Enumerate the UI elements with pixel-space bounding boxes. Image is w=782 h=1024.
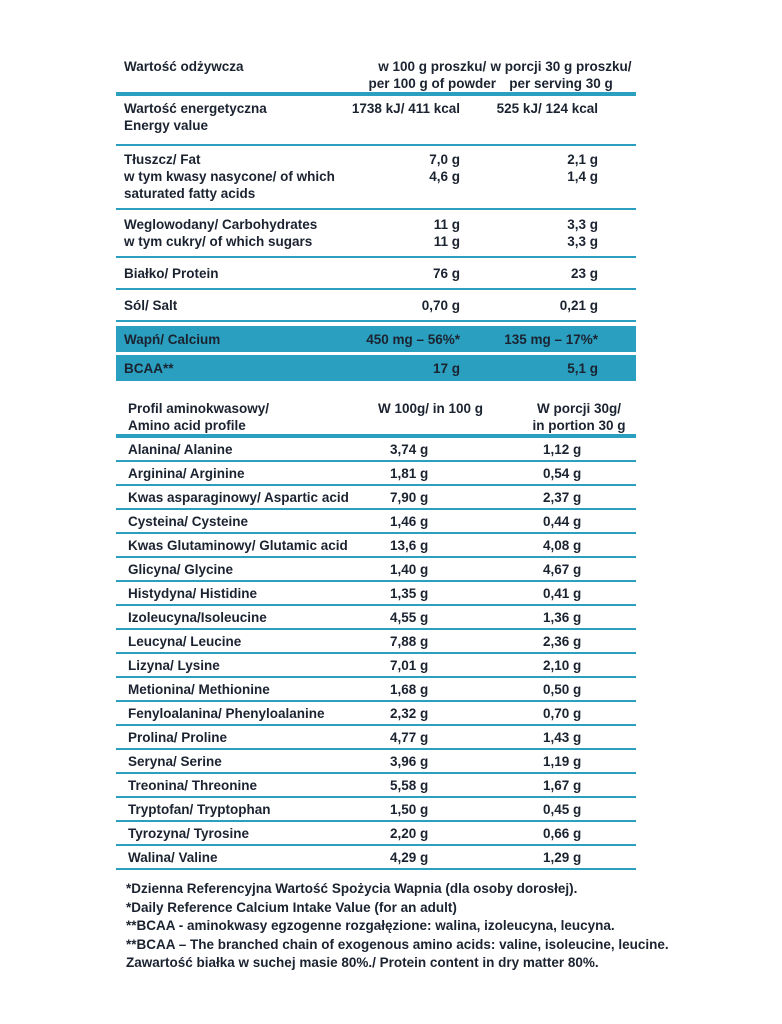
- header-per-100g-line2: per 100 g of powder: [368, 76, 496, 91]
- amino-value-100g: 2,32 g: [390, 706, 429, 721]
- nutrient-label: Białko/ Protein: [124, 266, 219, 281]
- footnotes: [126, 880, 686, 973]
- amino-row: [116, 798, 636, 822]
- nutrient-label: Wapń/ Calcium: [124, 332, 221, 347]
- header-per-serving-line1: w porcji 30 g proszku/: [490, 59, 632, 74]
- amino-acid-table: [116, 392, 636, 870]
- amino-row: [116, 726, 636, 750]
- nutrient-value-100g: 450 mg – 56%*: [366, 332, 460, 347]
- nutrient-value-serving: 525 kJ/ 124 kcal: [496, 101, 598, 116]
- amino-value-portion: 4,08 g: [543, 538, 582, 553]
- nutrient-subvalue-serving: 1,4 g: [567, 169, 598, 184]
- amino-row: [116, 438, 636, 462]
- nutrition-row-protein: [116, 258, 636, 290]
- nutrient-subvalue-100g: 4,6 g: [429, 169, 460, 184]
- amino-rows: [116, 438, 636, 870]
- footnote-bcaa-en: **BCAA – The branched chain of exogenous amino acids: valine, isoleucine, leucine.: [126, 936, 669, 952]
- amino-header-label-line2: Amino acid profile: [128, 418, 246, 433]
- amino-header-label-line1: Profil aminokwasowy/: [128, 401, 270, 416]
- amino-row: [116, 534, 636, 558]
- header-per-100g-line1: w 100 g proszku/: [378, 59, 487, 74]
- amino-value-100g: 1,35 g: [390, 586, 429, 601]
- amino-value-100g: 7,88 g: [390, 634, 429, 649]
- amino-name: Seryna/ Serine: [128, 754, 222, 769]
- nutrition-row-bcaa: [116, 355, 636, 381]
- nutrient-value-serving: 0,21 g: [559, 298, 598, 313]
- amino-row: [116, 630, 636, 654]
- amino-value-portion: 2,36 g: [543, 634, 582, 649]
- amino-name: Walina/ Valine: [128, 850, 218, 865]
- amino-name: Alanina/ Alanine: [128, 442, 233, 457]
- amino-value-portion: 0,45 g: [543, 802, 582, 817]
- amino-value-portion: 0,66 g: [543, 826, 582, 841]
- amino-value-portion: 1,67 g: [543, 778, 582, 793]
- footnote-calcium-pl: *Dzienna Referencyjna Wartość Spożycia Wapnia (dla osoby dorosłej).: [126, 881, 578, 896]
- amino-value-portion: 4,67 g: [543, 562, 582, 577]
- amino-row: [116, 702, 636, 726]
- amino-row: [116, 558, 636, 582]
- nutrition-row-carbohydrates: [116, 210, 636, 258]
- amino-row: [116, 822, 636, 846]
- nutrient-sublabel: w tym kwasy nasycone/ of which: [124, 169, 335, 184]
- amino-value-100g: 5,58 g: [390, 778, 429, 793]
- header-per-serving-line2: per serving 30 g: [509, 76, 613, 91]
- nutrient-label: Weglowodany/ Carbohydrates: [124, 217, 318, 232]
- amino-name: Metionina/ Methionine: [128, 682, 270, 697]
- nutrient-label-en: Energy value: [124, 118, 209, 133]
- nutrient-sublabel-cont: saturated fatty acids: [124, 186, 256, 201]
- amino-value-100g: 1,81 g: [390, 466, 429, 481]
- nutrition-table: [116, 54, 636, 381]
- nutrient-subvalue-serving: 3,3 g: [567, 234, 598, 249]
- amino-header-per-portion-line1: W porcji 30g/: [536, 401, 621, 416]
- amino-value-100g: 1,68 g: [390, 682, 429, 697]
- nutrient-value-serving: 23 g: [570, 266, 598, 281]
- amino-header-row: [116, 392, 636, 438]
- amino-name: Histydyna/ Histidine: [128, 586, 258, 601]
- amino-header-per-portion-line2: in portion 30 g: [532, 418, 626, 433]
- amino-value-100g: 1,50 g: [390, 802, 429, 817]
- amino-name: Tyrozyna/ Tyrosine: [128, 826, 250, 841]
- amino-row: [116, 606, 636, 630]
- amino-name: Izoleucyna/Isoleucine: [128, 610, 267, 625]
- amino-value-100g: 4,77 g: [390, 730, 429, 745]
- amino-value-portion: 1,12 g: [543, 442, 582, 457]
- amino-value-100g: 1,40 g: [390, 562, 429, 577]
- amino-name: Prolina/ Proline: [128, 730, 228, 745]
- nutrient-value-serving: 3,3 g: [567, 217, 598, 232]
- nutrient-label: Wartość energetyczna: [124, 101, 267, 116]
- amino-row: [116, 582, 636, 606]
- amino-name: Kwas Glutaminowy/ Glutamic acid: [128, 538, 348, 553]
- amino-name: Cysteina/ Cysteine: [128, 514, 249, 529]
- amino-name: Arginina/ Arginine: [128, 466, 245, 481]
- nutrient-label: Sól/ Salt: [124, 298, 178, 313]
- amino-row: [116, 678, 636, 702]
- amino-value-100g: 3,96 g: [390, 754, 429, 769]
- amino-row: [116, 462, 636, 486]
- amino-row: [116, 774, 636, 798]
- amino-name: Fenyloalanina/ Phenyloalanine: [128, 706, 325, 721]
- amino-value-portion: 2,10 g: [543, 658, 582, 673]
- nutrition-row-fat: [116, 146, 636, 210]
- nutrient-value-serving: 2,1 g: [567, 152, 598, 167]
- nutrition-row-calcium: [116, 326, 636, 352]
- nutrient-sublabel: w tym cukry/ of which sugars: [124, 234, 313, 249]
- amino-row: [116, 510, 636, 534]
- amino-value-100g: 13,6 g: [390, 538, 429, 553]
- amino-name: Tryptofan/ Tryptophan: [128, 802, 271, 817]
- amino-value-100g: 7,90 g: [390, 490, 429, 505]
- amino-row: [116, 486, 636, 510]
- amino-name: Kwas asparaginowy/ Aspartic acid: [128, 490, 349, 505]
- amino-value-100g: 1,46 g: [390, 514, 429, 529]
- nutrient-label: Tłuszcz/ Fat: [124, 152, 201, 167]
- footnote-bcaa-pl: **BCAA - aminokwasy egzogenne rozgałęzione: walina, izoleucyna, leucyna.: [126, 918, 615, 933]
- amino-value-portion: 1,19 g: [543, 754, 582, 769]
- nutrient-value-100g: 76 g: [432, 266, 460, 281]
- amino-value-portion: 0,44 g: [543, 514, 582, 529]
- amino-value-100g: 4,55 g: [390, 610, 429, 625]
- amino-name: Glicyna/ Glycine: [128, 562, 234, 577]
- nutrition-header-label: Wartość odżywcza: [124, 59, 244, 74]
- amino-header-per-100g: W 100g/ in 100 g: [378, 401, 484, 416]
- amino-value-portion: 0,54 g: [543, 466, 582, 481]
- nutrient-value-100g: 0,70 g: [421, 298, 460, 313]
- amino-value-portion: 1,43 g: [543, 730, 582, 745]
- nutrient-value-100g: 17 g: [432, 361, 460, 376]
- amino-name: Leucyna/ Leucine: [128, 634, 242, 649]
- nutrient-value-100g: 7,0 g: [429, 152, 460, 167]
- amino-value-portion: 0,70 g: [543, 706, 582, 721]
- nutrient-label: BCAA**: [124, 361, 174, 376]
- footnote-calcium-en: *Daily Reference Calcium Intake Value (for an adult): [126, 899, 457, 915]
- nutrition-row-salt: [116, 290, 636, 322]
- amino-name: Lizyna/ Lysine: [128, 658, 220, 673]
- amino-value-portion: 0,50 g: [543, 682, 582, 697]
- nutrition-header-row: [116, 54, 636, 96]
- nutrient-value-100g: 1738 kJ/ 411 kcal: [351, 101, 460, 116]
- amino-row: [116, 846, 636, 870]
- amino-value-100g: 2,20 g: [390, 826, 429, 841]
- amino-value-portion: 0,41 g: [543, 586, 582, 601]
- amino-row: [116, 654, 636, 678]
- amino-value-portion: 1,36 g: [543, 610, 582, 625]
- amino-name: Treonina/ Threonine: [128, 778, 258, 793]
- amino-value-100g: 3,74 g: [390, 442, 429, 457]
- amino-value-100g: 4,29 g: [390, 850, 429, 865]
- amino-value-portion: 2,37 g: [543, 490, 582, 505]
- nutrition-row-energy: [116, 96, 636, 146]
- amino-value-portion: 1,29 g: [543, 850, 582, 865]
- nutrient-value-serving: 5,1 g: [567, 361, 598, 376]
- amino-value-100g: 7,01 g: [390, 658, 429, 673]
- nutrient-value-100g: 11 g: [433, 217, 460, 232]
- footnote-protein-dry-matter: Zawartość białka w suchej masie 80%./ Protein content in dry matter 80%.: [126, 955, 599, 970]
- nutrient-subvalue-100g: 11 g: [433, 234, 460, 249]
- nutrient-value-serving: 135 mg – 17%*: [504, 332, 598, 347]
- amino-row: [116, 750, 636, 774]
